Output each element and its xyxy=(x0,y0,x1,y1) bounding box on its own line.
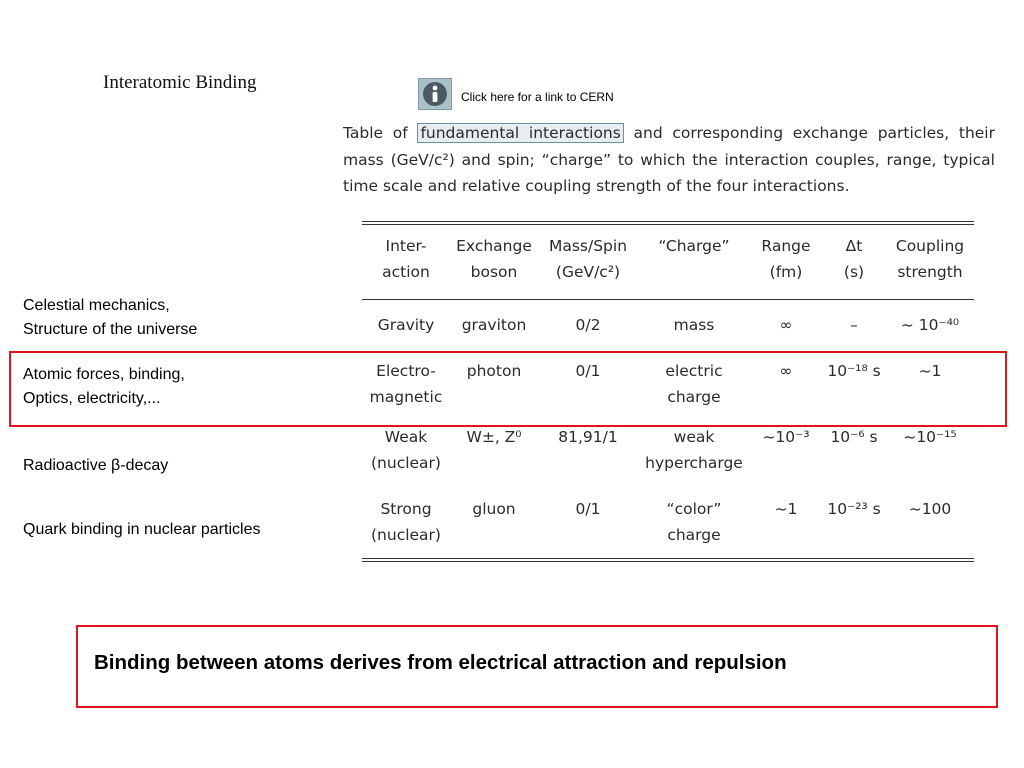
cell-electromagnetic-delta-t: 10⁻¹⁸ s xyxy=(827,362,881,380)
conclusion-text: Binding between atoms derives from electrical attraction and repulsion xyxy=(94,651,787,674)
cell-gravity-exchange-boson: graviton xyxy=(461,316,527,334)
table-row-strong xyxy=(362,494,974,558)
header-mass-spin: Mass/Spin (GeV/c²) xyxy=(548,237,628,281)
cell-weak-delta-t: 10⁻⁶ s xyxy=(830,428,878,446)
cell-electromagnetic-charge: electric charge xyxy=(665,362,723,406)
label-gravity: Celestial mechanics, Structure of the universe xyxy=(23,297,198,338)
header-interaction: Inter- action xyxy=(382,237,430,281)
cell-weak-charge: weak hypercharge xyxy=(645,428,743,472)
header-delta-t: Δt (s) xyxy=(843,237,865,281)
fundamental-interactions-highlight: fundamental interactions xyxy=(417,123,623,143)
cell-weak-range: ~10⁻³ xyxy=(762,428,810,446)
cell-weak-mass-spin: 81,91/1 xyxy=(558,428,618,446)
cell-gravity-delta-t: – xyxy=(850,316,858,334)
cell-strong-range: ~1 xyxy=(774,500,798,518)
cell-electromagnetic-exchange-boson: photon xyxy=(466,362,522,380)
table-row-weak xyxy=(362,424,974,494)
caption-end: and corresponding exchange particles, their mass (GeV/c²) and spin; “charge” to which the interaction couples, range, typical time scale and relative coupling strength of the four interactions. xyxy=(343,124,995,195)
caption-start: Table of xyxy=(343,124,418,142)
cell-gravity-mass-spin: 0/2 xyxy=(575,316,601,334)
label-electromagnetic: Atomic forces, binding, Optics, electricity,... xyxy=(23,366,185,407)
cell-electromagnetic-mass-spin: 0/1 xyxy=(575,362,601,380)
cell-weak-coupling-strength: ~10⁻¹⁵ xyxy=(903,428,957,446)
cell-gravity-coupling-strength: ~ 10⁻⁴⁰ xyxy=(900,316,960,334)
header-coupling-strength: Coupling strength xyxy=(895,237,965,281)
cell-strong-exchange-boson: gluon xyxy=(472,500,516,518)
cell-weak-interaction: Weak (nuclear) xyxy=(371,428,441,472)
header-charge: “Charge” xyxy=(658,237,730,255)
cell-strong-delta-t: 10⁻²³ s xyxy=(827,500,881,518)
cern-link[interactable]: Click here for a link to CERN xyxy=(461,90,614,104)
cell-electromagnetic-interaction: Electro- magnetic xyxy=(369,362,443,406)
cell-gravity-interaction: Gravity xyxy=(377,316,435,334)
cell-electromagnetic-range: ∞ xyxy=(779,362,793,380)
label-weak: Radioactive β-decay xyxy=(23,457,169,474)
cell-strong-coupling-strength: ~100 xyxy=(908,500,952,518)
table-bottom-rule xyxy=(362,558,974,562)
label-strong: Quark binding in nuclear particles xyxy=(23,521,261,538)
table-caption xyxy=(343,120,995,200)
table-row-gravity xyxy=(362,300,974,354)
cell-gravity-range: ∞ xyxy=(779,316,793,334)
header-exchange-boson: Exchange boson xyxy=(456,237,532,281)
cell-gravity-charge: mass xyxy=(673,316,715,334)
cell-strong-interaction: Strong (nuclear) xyxy=(371,500,441,544)
table-header-row xyxy=(362,225,974,300)
cell-strong-mass-spin: 0/1 xyxy=(575,500,601,518)
header-range: Range (fm) xyxy=(761,237,811,281)
cell-weak-exchange-boson: W±, Z⁰ xyxy=(466,428,522,446)
electromagnetic-highlight-box xyxy=(9,351,1007,427)
page-title: Interatomic Binding xyxy=(103,72,257,93)
cell-electromagnetic-coupling-strength: ~1 xyxy=(918,362,942,380)
cell-strong-charge: “color” charge xyxy=(666,500,722,544)
cern-info-button[interactable] xyxy=(418,78,452,110)
info-icon xyxy=(423,82,447,106)
